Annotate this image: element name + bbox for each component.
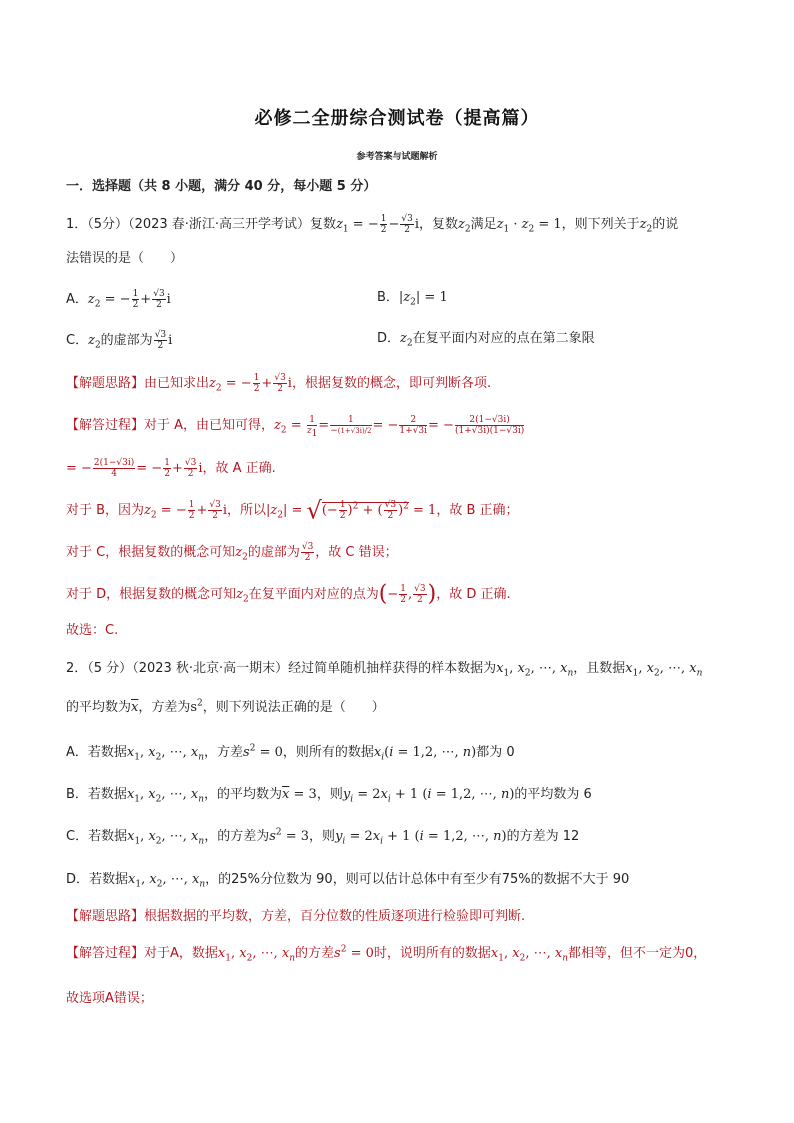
q2-option-c[interactable]: C．若数据$x_1$, $x_2$, ⋯, $x_n$，的方差为$s^2 = 3$，则$y_i = 2x_i + 1$ (i = 1,2, ⋯, n)的方差为 12 [66, 827, 580, 847]
page-title: 必修二全册综合测试卷（提高篇） [254, 108, 540, 129]
q1-process-b: 对于 B，因为$z_2$ = − $\frac{1}{2}$ + $\frac{√3}{2}$ i，所以$|z_2|$ = √(− $\frac{1}{2}$ )$^2$ + ( $\frac{√3}{2}$ )$^2$ = 1，故 B 正确； [66, 496, 519, 525]
q2-option-a[interactable]: A．若数据$x_1$, $x_2$, ⋯, $x_n$，方差$s^2 = 0$，则所有的数据$x_i(i = 1,2$, ⋯, n)都为 0 [66, 743, 515, 763]
q1-process-a: 【解答过程】对于 A，由已知可得，$z_2$ = $\frac{1}{z_1}$ = $\frac{1}{-(1+√3i)/2}$ = − $\frac{2}{1+√3i}$ = − $\frac{2(1-√3i)}{(1+√3i)(1-√3i)}$ [66, 415, 525, 439]
q2-stem-line1: 2．（5 分）（2023 秋·北京·高一期末）经过简单随机抽样获得的样本数据为$x_1$, $x_2$, ⋯, $x_n$，且数据$x_1$, $x_2$, ⋯, $x_n$ [66, 661, 703, 679]
q1-process-a2: = − $\frac{2(1-√3i)}{4}$ = − $\frac{1}{2}$ + $\frac{√3}{2}$ i，故 A 正确. [66, 458, 276, 479]
q2-option-b[interactable]: B．若数据$x_1$, $x_2$, ⋯, $x_n$，的平均数为$\overline{x} = 3$，则$y_i = 2x_i + 1$ (i = 1,2, ⋯, n)的平均数为 6 [66, 787, 592, 805]
q1-option-c[interactable]: C．$z_2$的虚部为 $\frac{√3}{2}$ i [66, 330, 173, 351]
q1-stem-line1: 1．（5分）（2023 春·浙江·高三开学考试）复数$z_1$ = − $\frac{1}{2}$ − $\frac{√3}{2}$ i，复数$z_2$满足$z_1 \cdot z_2 = 1$，则下列关于$z_2$的说 [66, 214, 679, 235]
q2-thinking: 【解题思路】根据数据的平均数，方差，百分位数的性质逐项进行检验即可判断. [66, 909, 526, 924]
q1-thinking: 【解题思路】由已知求出$z_2$ = − $\frac{1}{2}$ + $\frac{√3}{2}$ i，根据复数的概念，即可判断各项. [66, 373, 492, 394]
section-heading: 一．选择题（共 8 小题，满分 40 分，每小题 5 分） [66, 179, 377, 194]
q1-option-d[interactable]: D．$z_2$在复平面内对应的点在第二象限 [377, 331, 595, 349]
q1-option-a[interactable]: A．$z_2$ = − $\frac{1}{2}$ + $\frac{√3}{2}$ i [66, 289, 171, 310]
q1-process-d: 对于 D，根据复数的概念可知$z_2$在复平面内对应的点为(− $\frac{1}{2}$ , $\frac{√3}{2}$ )，故 D 正确. [66, 581, 511, 607]
q1-option-b[interactable]: B．$|z_2| = 1$ [377, 290, 448, 308]
q1-stem-line2: 法错误的是（ ） [66, 251, 184, 266]
q1-process-c: 对于 C，根据复数的概念可知$z_2$的虚部为 $\frac{√3}{2}$ ，故 C 错误； [66, 542, 398, 563]
q2-stem-line2: 的平均数为$\overline{x}$，方差为$s^2$，则下列说法正确的是（ ） [66, 698, 385, 715]
q2-option-d[interactable]: D．若数据$x_1$, $x_2$, ⋯, $x_n$，的25%分位数为 90，则可以估计总体中有至少有75%的数据不大于 90 [66, 872, 630, 890]
q2-process-a: 【解答过程】对于A，数据$x_1$, $x_2$, ⋯, $x_n$的方差$s^2 = 0$时，说明所有的数据$x_1$, $x_2$, ⋯, $x_n$都相等，但不一定为0， [66, 944, 707, 964]
q2-process-line2: 故选项A错误； [66, 991, 153, 1006]
page-subtitle: 参考答案与试题解析 [356, 152, 438, 162]
q1-answer: 故选：C. [66, 623, 119, 638]
